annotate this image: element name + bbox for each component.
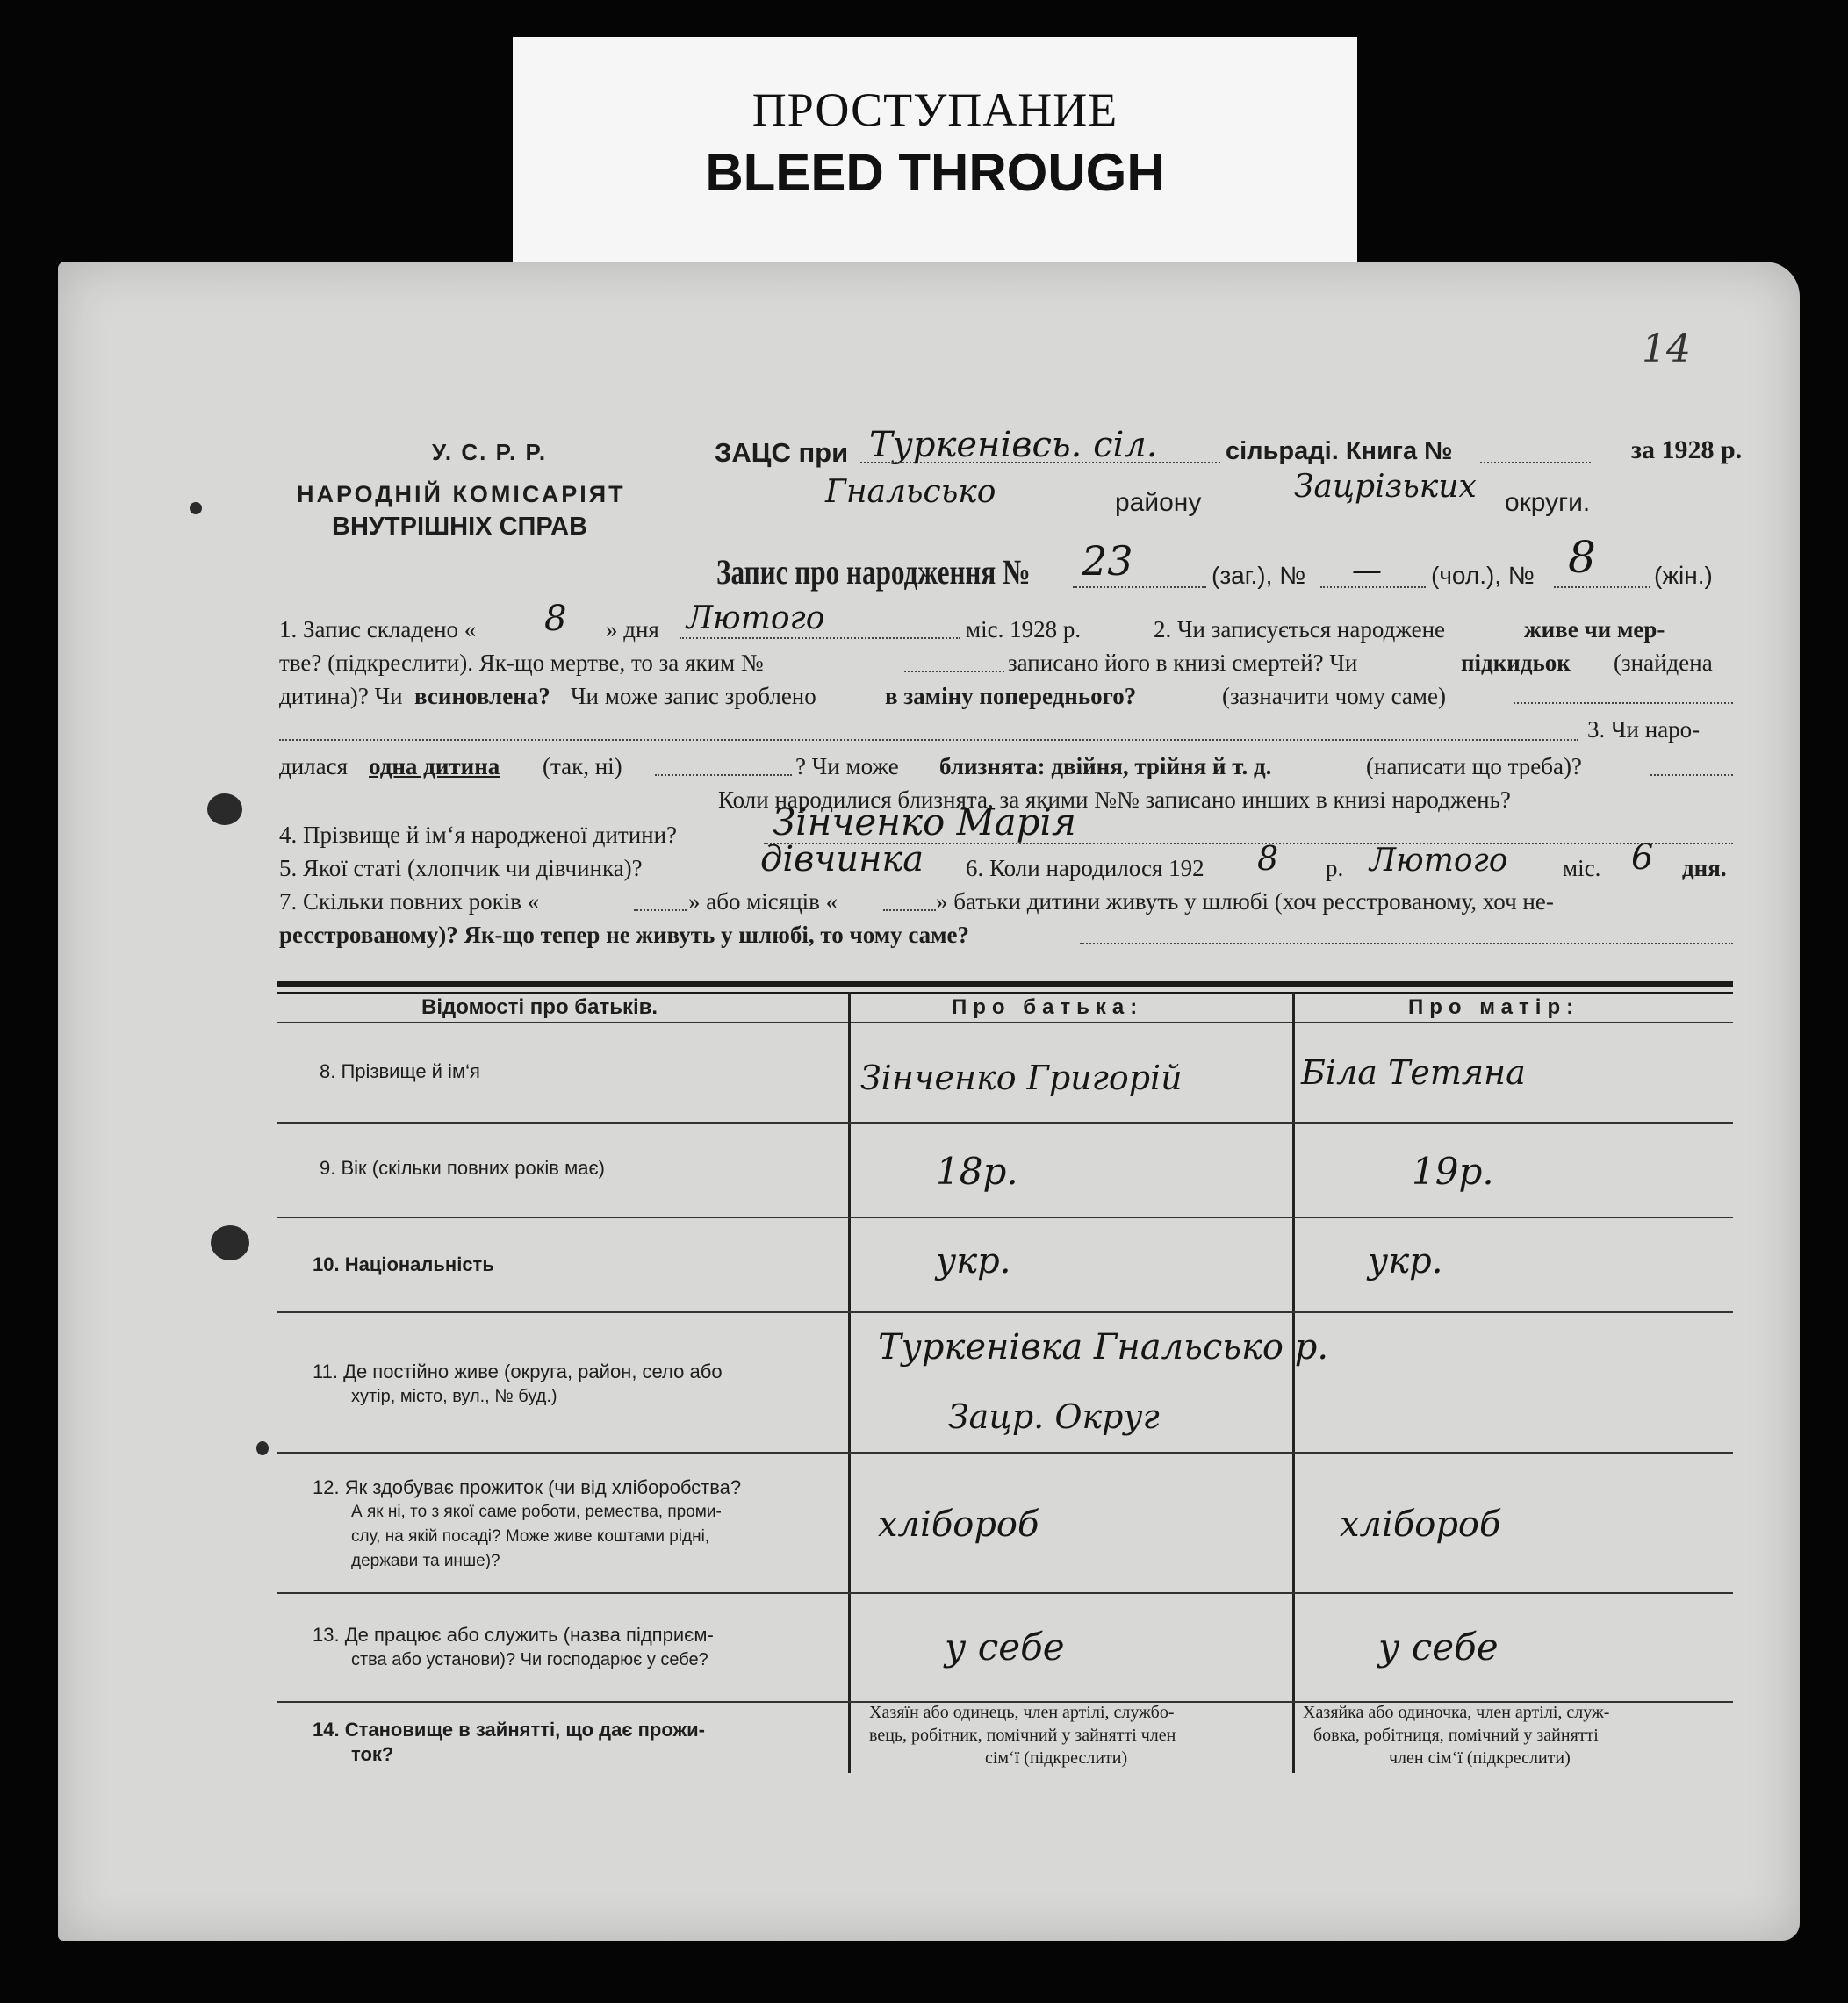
row12-label-d: держави та инше)? [351,1552,500,1570]
punch-hole [256,1441,269,1455]
table-col-divider-1 [848,992,851,1773]
q6-label: 6. Коли народилося 192 [966,855,1204,881]
year-label: за 1928 р. [1631,435,1743,464]
row12-label-b: А як ні, то з якої саме роботи, ремества, проми- [351,1503,722,1521]
row14-father-a: Хазяїн або одинець, член артілі, службо- [869,1703,1175,1722]
q6-month: Лютого [1370,843,1508,879]
female-number-line [1554,586,1650,588]
row-separator [277,1452,1733,1454]
line5-f: (написати що треба)? [1366,753,1582,779]
row11-label-a: 11. Де постійно живе (округа, район, село або [313,1360,723,1382]
row11-father: Туркенівка Гнальсько р. [878,1327,1329,1368]
line2-b: записано його в книзі смертей? Чи [1008,650,1358,676]
line3-e: (зазначити чому саме) [1222,683,1446,709]
q2-start: 2. Чи записується народжене [1154,616,1446,643]
okrug-label: округи. [1505,488,1591,517]
row14-father-c: сім‘ї (підкреслити) [985,1748,1128,1768]
line5-answer-line [655,774,792,776]
q1-start: 1. Запис складено « [279,616,477,643]
row10-label: 10. Національність [313,1253,494,1275]
line4-q3: 3. Чи наро- [1587,716,1701,743]
row12-label-c: слу, на якій посаді? Може живе коштами рідні, [351,1527,710,1546]
village-suffix: сільраді. Книга № [1226,437,1453,465]
row8-mother: Біла Тетяна [1301,1053,1526,1092]
table-top-rule [277,981,1733,987]
row13-father: у себе [945,1626,1065,1669]
republic-label: У. С. Р. Р. [432,439,548,465]
punch-hole [211,1225,249,1260]
q4-child-name: Зінченко Марія [773,800,1076,844]
line5-twins-line [1650,774,1733,776]
row-separator [277,1311,1733,1313]
q1-month-line [680,637,960,639]
total-label: (заг.), № [1212,562,1306,589]
line3-c: Чи може запис зроблено [571,683,816,709]
village-council-line [860,462,1220,463]
commissariat-line2: ВНУТРІШНІХ СПРАВ [332,513,588,541]
row-separator [277,1122,1733,1124]
row14-mother-c: член сім‘ї (підкреслити) [1389,1748,1571,1768]
row13-label-a: 13. Де працює або служить (назва підприєм- [313,1624,714,1646]
line3-a: дитина)? Чи [279,683,403,709]
row12-label-a: 12. Як здобуває прожиток (чи від хліборобства? [313,1476,742,1498]
line2-a: тве? (підкреслити). Як-що мертве, то за яким № [279,650,764,676]
table-header-father: Про батька: [952,995,1144,1019]
row13-mother: у себе [1378,1626,1499,1669]
record-title: Запис про народження № [716,552,1031,592]
q6-day: 6 [1631,837,1654,878]
record-number: 23 [1082,537,1133,585]
table-top-rule-thin [277,992,1733,994]
q7-c: » батьки дитини живуть у шлюбі (хоч ресстрованому, хоч не- [936,888,1554,915]
table-header-rule [277,1022,1733,1023]
row10-mother: укр. [1368,1241,1443,1281]
q1-month: Лютого [687,600,825,636]
line6: Коли народилися близнята, за якими №№ записано инших в книзі народжень? [718,786,1511,813]
punch-hole [207,793,242,825]
zags-prefix: ЗАЦС при [715,437,849,468]
row9-mother: 19р. [1412,1150,1494,1193]
q1-year: міс. 1928 р. [966,616,1082,643]
row11-label-b: хутір, місто, вул., № буд.) [351,1387,557,1406]
line2-foundling: підкидьок [1461,650,1571,676]
book-number-line [1480,462,1591,463]
page-number: 14 [1642,327,1691,371]
line5-one-child: одна дитина [369,753,500,779]
q5-sex: дівчинка [760,839,924,879]
q7-b: » або місяців « [688,888,838,915]
q6-dnya: дня. [1682,855,1727,881]
table-col-divider-2 [1292,992,1295,1773]
q7-years-line [634,909,687,911]
line3-adopted: всиновлена? [414,683,550,709]
line2-number-line [904,671,1004,672]
q7-a: 7. Скільки повних років « [279,888,540,915]
okrug-value: Зацрізьких [1294,469,1477,505]
line5-a: дилася [279,753,349,779]
row14-mother-b: бовка, робітниця, помічний у зайнятті [1313,1726,1599,1745]
row14-label-a: 14. Становище в зайнятті, що дає прожи- [313,1719,705,1741]
line5-twins: близнята: двійня, трійня й т. д. [939,753,1272,779]
line3-reason-line [1514,702,1733,704]
q6-year: 8 [1257,839,1279,878]
row9-label: 9. Вік (скільки повних років має) [320,1157,606,1179]
q4-label: 4. Прізвище й ім‘я народженої дитини? [279,822,678,848]
line5-c: (так, ні) [543,753,622,779]
q1-day-label: » дня [606,616,659,643]
row12-father: хлібороб [878,1504,1039,1545]
table-header-mother: Про матір: [1408,995,1580,1019]
row14-mother-a: Хазяйка або одиночка, член артілі, служ- [1303,1703,1610,1722]
bleed-through-banner [513,37,1357,262]
row-separator [277,1592,1733,1594]
row8-label: 8. Прізвище й ім‘я [320,1060,480,1082]
female-label: (жін.) [1654,562,1713,589]
q7-months-line [883,909,936,911]
row14-father-b: вець, робітник, помічний у зайнятті член [869,1726,1176,1745]
district-value: Гнальсько [825,474,996,510]
banner-title-en: BLEED THROUGH [705,143,1165,202]
female-number: 8 [1568,532,1596,583]
q1-day: 8 [544,599,567,639]
record-number-line [1073,586,1206,588]
line2-d: (знайдена [1614,650,1713,676]
row14-label-b: ток? [351,1743,394,1765]
row10-father: укр. [936,1241,1011,1281]
q2-alive-dead: живе чи мер- [1524,616,1665,643]
q7-reason-line [1080,943,1733,944]
q6-mis: міс. [1563,855,1601,881]
q6-r: р. [1326,855,1344,881]
row9-father: 18р. [936,1150,1018,1193]
male-number: — [1352,553,1382,588]
village-council-value: Туркенівсь. сіл. [869,425,1158,465]
row13-label-b: ства або установи)? Чи господарює у себе? [351,1650,708,1669]
row12-mother: хлібороб [1340,1504,1501,1545]
row8-father: Зінченко Григорій [860,1059,1183,1097]
male-number-line [1320,586,1426,588]
district-label: району [1115,488,1202,517]
table-header-info: Відомості про батьків. [421,995,658,1019]
male-label: (чол.), № [1431,562,1535,589]
banner-title-ru: ПРОСТУПАНИЕ [751,83,1118,136]
row-separator [277,1217,1733,1218]
line3-replacement: в заміну попереднього? [885,683,1137,709]
row11-mother: Зацр. Округ [948,1397,1160,1436]
q7-d: ресстрованому)? Як-що тепер не живуть у шлюбі, то чому саме? [279,922,970,948]
q5-label: 5. Якої статі (хлопчик чи дівчинка)? [279,855,643,881]
commissariat-line1: НАРОДНІЙ КОМІСАРІЯТ [297,481,626,507]
line5-d: ? Чи може [795,753,899,779]
punch-hole [190,502,202,514]
line4-blank-line [279,739,1578,741]
